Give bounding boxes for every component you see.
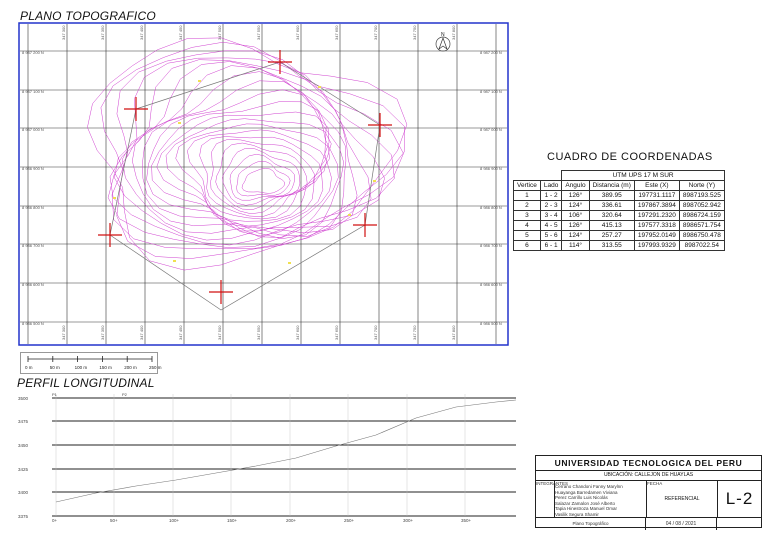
terrain-mark bbox=[173, 260, 176, 262]
coords-cell: 6 - 1 bbox=[540, 241, 561, 251]
grid-label-y: 8 987 100 N bbox=[480, 89, 502, 94]
terrain-mark bbox=[288, 262, 291, 264]
coords-cell: 1 - 2 bbox=[540, 191, 561, 201]
profile-y-tick: 3375 bbox=[18, 514, 29, 519]
coords-cell: 336.61 bbox=[589, 201, 634, 211]
coords-col-header: Angulo bbox=[562, 181, 589, 191]
location-line: UBICACIÓN: CALLEJON DE HUAYLAS bbox=[536, 471, 761, 481]
profile-x-tick: 300+ bbox=[403, 518, 414, 523]
coords-row bbox=[514, 231, 725, 241]
scale-label: 150 m bbox=[99, 365, 112, 370]
members-list bbox=[555, 481, 647, 517]
coords-cell: 124° bbox=[562, 231, 589, 241]
grid-label-y: 8 986 700 N bbox=[22, 243, 44, 248]
grid-label-y: 8 987 100 N bbox=[22, 89, 44, 94]
coords-cell: 8986724.159 bbox=[679, 211, 724, 221]
grid-label-x: 347 350 bbox=[100, 25, 105, 40]
coords-table bbox=[513, 170, 725, 251]
profile-y-tick: 3475 bbox=[18, 419, 29, 424]
profile-ground-line bbox=[56, 400, 516, 502]
profile-x-tick: 50+ bbox=[110, 518, 118, 523]
coords-col-header: Distancia (m) bbox=[589, 181, 634, 191]
grid-label-x: 347 650 bbox=[334, 25, 339, 40]
grid-label-x: 347 550 bbox=[256, 325, 261, 340]
profile-y-tick: 3500 bbox=[18, 396, 29, 401]
coords-cell: 197731.1117 bbox=[634, 191, 679, 201]
member-2: Huayanga Barredamen Viviana bbox=[555, 489, 618, 495]
member-6: Vasilik Segura Shamir bbox=[555, 511, 599, 517]
coords-cell: 1 bbox=[514, 191, 541, 201]
coords-cell: 114° bbox=[562, 241, 589, 251]
grid-label-x: 347 350 bbox=[100, 325, 105, 340]
profile-x-tick: 350+ bbox=[461, 518, 472, 523]
coords-cell: 8987052.942 bbox=[679, 201, 724, 211]
terrain-mark bbox=[348, 214, 351, 216]
coords-cell: 415.13 bbox=[589, 221, 634, 231]
scale-label: 0 m bbox=[25, 365, 33, 370]
title-block bbox=[535, 455, 762, 528]
grid-label-x: 347 650 bbox=[334, 325, 339, 340]
coords-cell: 197867.3894 bbox=[634, 201, 679, 211]
profile-x-tick: 200+ bbox=[286, 518, 297, 523]
coords-cell: 8987193.525 bbox=[679, 191, 724, 201]
coords-row bbox=[514, 221, 725, 231]
coords-cell: 3 - 4 bbox=[540, 211, 561, 221]
coords-col-header: Vertice bbox=[514, 181, 541, 191]
coords-cell: 124° bbox=[562, 201, 589, 211]
member-3: Perez Carrillo Luis Nicolás bbox=[555, 495, 608, 500]
coords-cell: 2 bbox=[514, 201, 541, 211]
coords-cell: 106° bbox=[562, 211, 589, 221]
grid-label-y: 8 986 500 N bbox=[480, 321, 502, 326]
map-frame bbox=[19, 23, 508, 345]
terrain-mark bbox=[198, 80, 201, 82]
grid-label-y: 8 987 000 N bbox=[22, 127, 44, 132]
coords-row bbox=[514, 191, 725, 201]
coords-cell: 197577.3318 bbox=[634, 221, 679, 231]
sheet-code: L-2 bbox=[725, 489, 754, 508]
grid-label-x: 347 800 bbox=[451, 25, 456, 40]
grid-label-y: 8 987 000 N bbox=[480, 127, 502, 132]
member-1: Cerrano Chandoni Fanny Marylnn bbox=[555, 484, 623, 489]
member-4: Salazar Zamalon José Alberto bbox=[555, 500, 616, 506]
scale-label: 50 m bbox=[49, 365, 60, 370]
grid-label-x: 347 500 bbox=[217, 25, 222, 40]
coords-col-header: Lado bbox=[540, 181, 561, 191]
coords-cell: 4 bbox=[514, 221, 541, 231]
coords-row bbox=[514, 241, 725, 251]
coords-cell: 2 - 3 bbox=[540, 201, 561, 211]
coords-col-header: Este (X) bbox=[634, 181, 679, 191]
grid-label-y: 8 986 700 N bbox=[480, 243, 502, 248]
profile-x-tick: 0+ bbox=[52, 518, 58, 523]
coords-cell: 313.55 bbox=[589, 241, 634, 251]
terrain-mark bbox=[113, 197, 116, 199]
coords-cell: 197291.2320 bbox=[634, 211, 679, 221]
profile-marker: P1 bbox=[52, 392, 57, 397]
grid-label-y: 8 986 600 N bbox=[480, 282, 502, 287]
coords-cell: 4 - 5 bbox=[540, 221, 561, 231]
grid-label-y: 8 986 600 N bbox=[22, 282, 44, 287]
grid-label-x: 347 700 bbox=[373, 25, 378, 40]
coords-cell: 8987022.54 bbox=[679, 241, 724, 251]
grid-label-y: 8 986 800 N bbox=[480, 205, 502, 210]
coords-cell: 126° bbox=[562, 221, 589, 231]
north-label: N bbox=[441, 32, 445, 38]
university-name: UNIVERSIDAD TECNOLOGICA DEL PERU bbox=[536, 456, 761, 471]
coords-row bbox=[514, 211, 725, 221]
grid-label-x: 347 700 bbox=[373, 325, 378, 340]
coords-cell: 8986750.478 bbox=[679, 231, 724, 241]
profile-x-tick: 250+ bbox=[344, 518, 355, 523]
member-5: Tapia Hinestroza Manuel Omar bbox=[555, 506, 618, 511]
grid-label-x: 347 300 bbox=[61, 25, 66, 40]
coords-cell: 126° bbox=[562, 191, 589, 201]
profile-x-tick: 150+ bbox=[227, 518, 238, 523]
coords-cell: 197993.9329 bbox=[634, 241, 679, 251]
ref-label: REFERENCIAL bbox=[664, 496, 700, 502]
grid-label-x: 347 450 bbox=[178, 25, 183, 40]
coords-row bbox=[514, 201, 725, 211]
profile-y-tick: 3425 bbox=[18, 467, 29, 472]
coords-header-utm: UTM UPS 17 M SUR bbox=[562, 171, 724, 181]
coords-cell: 320.64 bbox=[589, 211, 634, 221]
profile-marker: P2 bbox=[122, 392, 127, 397]
coords-cell: 6 bbox=[514, 241, 541, 251]
profile-y-tick: 3400 bbox=[18, 490, 29, 495]
coords-title: CUADRO DE COORDENADAS bbox=[547, 151, 713, 163]
terrain-mark bbox=[178, 122, 181, 124]
grid-label-x: 347 600 bbox=[295, 325, 300, 340]
terrain-mark bbox=[373, 180, 376, 182]
sheet-label: FECHA bbox=[647, 481, 663, 486]
grid-label-x: 347 450 bbox=[178, 325, 183, 340]
footer-date: 04 / 08 / 2021 bbox=[646, 518, 717, 530]
scale-bar bbox=[20, 352, 162, 374]
grid-label-x: 347 750 bbox=[412, 325, 417, 340]
coords-cell: 257.27 bbox=[589, 231, 634, 241]
coords-cell: 8986571.754 bbox=[679, 221, 724, 231]
profile-title: PERFIL LONGITUDINAL bbox=[17, 376, 155, 390]
grid-label-x: 347 750 bbox=[412, 25, 417, 40]
grid-label-y: 8 987 200 N bbox=[22, 50, 44, 55]
terrain-mark bbox=[318, 86, 321, 88]
scale-label: 250 m bbox=[149, 365, 162, 370]
grid-label-y: 8 987 200 N bbox=[480, 50, 502, 55]
footer-left: Plano Topográfico bbox=[536, 518, 646, 530]
coords-cell: 5 - 6 bbox=[540, 231, 561, 241]
scale-label: 200 m bbox=[124, 365, 137, 370]
coords-cell: 389.95 bbox=[589, 191, 634, 201]
grid-label-x: 347 550 bbox=[256, 25, 261, 40]
grid-label-x: 347 400 bbox=[139, 25, 144, 40]
grid-label-y: 8 986 800 N bbox=[22, 205, 44, 210]
members-label: INTEGRANTES bbox=[536, 481, 555, 517]
profile-x-tick: 100+ bbox=[169, 518, 180, 523]
grid-label-x: 347 400 bbox=[139, 325, 144, 340]
scale-label: 100 m bbox=[74, 365, 88, 370]
topographic-map[interactable] bbox=[18, 22, 510, 348]
grid-label-x: 347 500 bbox=[217, 325, 222, 340]
grid-label-x: 347 600 bbox=[295, 25, 300, 40]
grid-label-y: 8 986 900 N bbox=[22, 166, 44, 171]
coords-cell: 3 bbox=[514, 211, 541, 221]
grid-label-y: 8 986 500 N bbox=[22, 321, 44, 326]
grid-label-y: 8 986 900 N bbox=[480, 166, 502, 171]
grid-label-x: 347 800 bbox=[451, 325, 456, 340]
coords-col-header: Norte (Y) bbox=[679, 181, 724, 191]
profile-chart[interactable] bbox=[16, 390, 522, 526]
plan-title: PLANO TOPOGRAFICO bbox=[20, 9, 156, 23]
profile-y-tick: 3450 bbox=[18, 443, 29, 448]
coords-cell: 5 bbox=[514, 231, 541, 241]
grid-label-x: 347 300 bbox=[61, 325, 66, 340]
coords-cell: 197952.0149 bbox=[634, 231, 679, 241]
